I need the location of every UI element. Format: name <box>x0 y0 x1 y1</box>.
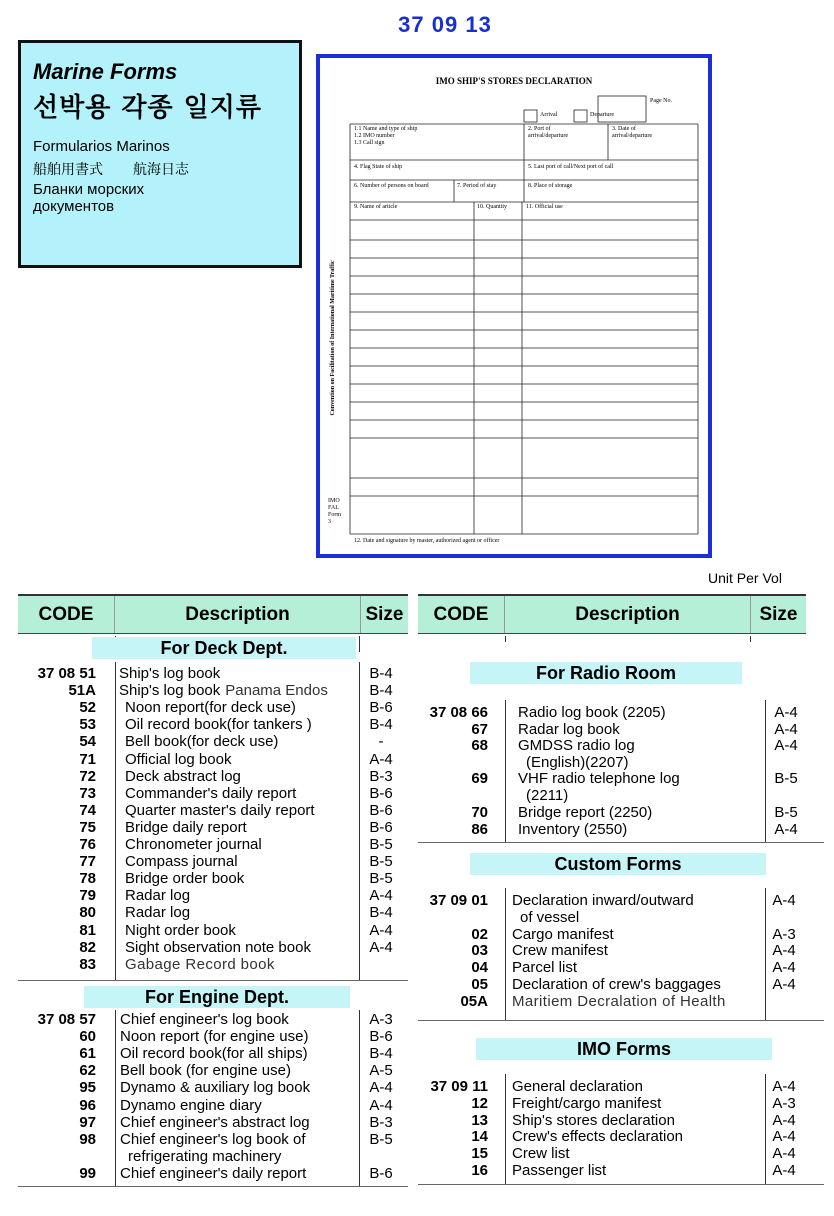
item-size: A-3 <box>772 1094 796 1112</box>
item-size: A-4 <box>772 976 796 993</box>
item-code: 79 <box>79 887 96 905</box>
item-code: 62 <box>79 1062 96 1080</box>
item-code: 37 09 11 <box>430 1078 488 1095</box>
divider <box>750 636 751 642</box>
item-code: 82 <box>79 938 96 956</box>
item-code: 05 <box>471 976 488 993</box>
item-description: VHF radio telephone log <box>518 770 680 787</box>
item-size: A-4 <box>774 820 798 838</box>
item-code: 67 <box>471 720 488 738</box>
item-description: Chronometer journal <box>125 836 262 853</box>
item-description-continued: of vessel <box>520 908 580 926</box>
item-size: B-4 <box>369 682 393 700</box>
form-field-1: 1.1 Name and type of ship 1.2 IMO number 1.3 Call sign <box>354 126 418 146</box>
item-description: Official log book <box>125 750 232 768</box>
form-field-6: 6. Number of persons on board <box>354 183 429 189</box>
item-code: 86 <box>471 820 488 838</box>
item-description: Crew list <box>512 1145 570 1163</box>
item-code: 37 09 01 <box>429 892 488 909</box>
title-russian: Бланки морских документов <box>33 181 145 215</box>
section-imo-forms: IMO Forms <box>476 1038 772 1060</box>
item-description: Ship's log book Panama Endos <box>119 682 328 700</box>
item-description-continued: refrigerating machinery <box>128 1147 282 1165</box>
section-engine-dept: For Engine Dept. <box>84 986 350 1008</box>
section-radio-room: For Radio Room <box>470 662 742 684</box>
item-description: Crew manifest <box>512 942 608 960</box>
item-description: Oil record book(for tankers ) <box>125 716 312 734</box>
item-code: 03 <box>471 942 488 960</box>
item-description: Quarter master's daily report <box>125 801 315 819</box>
item-code: 12 <box>471 1094 488 1112</box>
item-code: 96 <box>79 1096 96 1114</box>
item-description-continued: (2211) <box>526 786 569 804</box>
divider <box>505 700 506 842</box>
item-code: 05A <box>460 992 488 1010</box>
form-field-5: 5. Last port of call/Next port of call <box>528 164 614 170</box>
form-field-8: 8. Place of storage <box>528 183 573 189</box>
item-code: 70 <box>471 804 488 821</box>
item-description-continued: (English)(2207) <box>526 753 629 771</box>
item-description: Crew's effects declaration <box>512 1128 683 1146</box>
item-description: Chief engineer's log book <box>120 1011 289 1028</box>
item-description: Bridge report (2250) <box>518 804 653 821</box>
item-code: 37 08 57 <box>37 1011 96 1028</box>
header-code: CODE <box>418 596 505 633</box>
title-english: Marine Forms <box>33 59 178 84</box>
item-size: A-4 <box>369 1079 393 1097</box>
item-code: 61 <box>79 1045 96 1063</box>
item-size: B-3 <box>369 767 393 785</box>
divider <box>505 888 506 1020</box>
header-size: Size <box>361 596 408 633</box>
item-size: B-5 <box>369 870 393 888</box>
item-description: Oil record book(for all ships) <box>120 1045 308 1063</box>
item-size: B-5 <box>369 836 393 853</box>
item-code: 98 <box>79 1130 96 1148</box>
item-size: A-4 <box>772 1111 796 1129</box>
item-description: Bridge order book <box>125 870 245 888</box>
item-code: 14 <box>471 1128 488 1146</box>
item-code: 37 08 51 <box>37 665 96 682</box>
item-size: B-6 <box>369 784 393 802</box>
left-table-header <box>18 594 408 634</box>
header-description: Description <box>115 596 361 633</box>
item-size: A-4 <box>772 1145 796 1163</box>
item-size: B-5 <box>774 770 798 787</box>
item-size: A-5 <box>369 1062 393 1080</box>
divider <box>359 662 360 980</box>
form-departure: Departure <box>590 112 614 118</box>
item-code: 69 <box>471 770 488 787</box>
divider <box>18 1186 408 1187</box>
item-description: Dynamo engine diary <box>120 1096 262 1114</box>
item-code: 72 <box>79 767 96 785</box>
item-size: A-4 <box>772 1078 796 1095</box>
form-imo-tag: IMO FAL Form 3 <box>328 498 342 525</box>
item-description: Declaration inward/outward <box>512 892 694 909</box>
item-code: 13 <box>471 1111 488 1129</box>
item-description: Sight observation note book <box>125 938 311 956</box>
item-code: 73 <box>79 784 96 802</box>
item-size: A-3 <box>369 1011 393 1028</box>
item-code: 68 <box>471 737 488 754</box>
item-description: Night order book <box>125 921 236 939</box>
item-code: 97 <box>79 1113 96 1131</box>
divider <box>115 1010 116 1186</box>
header-description: Description <box>505 596 751 633</box>
item-size: A-3 <box>772 925 796 943</box>
item-code: 16 <box>471 1162 488 1179</box>
item-size: B-4 <box>369 1045 393 1063</box>
item-description: Bell book (for engine use) <box>120 1062 291 1080</box>
item-description: Chief engineer's daily report <box>120 1164 307 1182</box>
item-code: 81 <box>79 921 96 939</box>
unit-label: Unit Per Vol <box>708 570 782 586</box>
item-code: 54 <box>79 733 96 751</box>
title-korean: 선박용 각종 일지류 <box>33 93 263 123</box>
divider <box>359 1010 360 1186</box>
form-page-no: Page No. <box>650 98 672 104</box>
title-chinese-1: 船舶用書式 <box>33 162 103 178</box>
item-description: Inventory (2550) <box>518 820 628 838</box>
item-code: 02 <box>471 925 488 943</box>
item-code: 78 <box>79 870 96 888</box>
item-size: A-4 <box>369 1096 393 1114</box>
divider <box>115 662 116 980</box>
item-size: - <box>378 733 384 751</box>
item-code: 74 <box>79 801 96 819</box>
title-chinese-2: 航海日志 <box>133 162 189 178</box>
item-description: Ship's stores declaration <box>512 1111 675 1129</box>
item-description: Gabage Record book <box>125 955 275 973</box>
item-description: Noon report (for engine use) <box>120 1028 309 1046</box>
form-field-11: 11. Official use <box>526 204 563 210</box>
item-description: Commander's daily report <box>125 784 297 802</box>
divider <box>505 636 506 642</box>
item-description: Radar log <box>125 887 191 905</box>
item-code: 75 <box>79 818 96 836</box>
item-code: 04 <box>471 959 488 977</box>
item-size: A-4 <box>369 887 393 905</box>
item-size: A-4 <box>772 959 796 977</box>
item-description: Radar log book <box>518 720 620 738</box>
divider <box>359 636 360 652</box>
divider <box>18 980 408 981</box>
item-code: 95 <box>79 1079 96 1097</box>
item-description: General declaration <box>512 1078 643 1095</box>
item-description: Maritiem Decralation of Health <box>512 992 726 1010</box>
item-description: Chief engineer's log book of <box>120 1130 306 1148</box>
form-arrival: Arrival <box>540 112 558 118</box>
title-box <box>18 40 302 268</box>
item-description: Bell book(for deck use) <box>125 733 279 751</box>
item-description: Compass journal <box>125 853 238 871</box>
item-code: 37 08 66 <box>429 704 488 721</box>
item-size: A-4 <box>774 720 798 738</box>
item-code: 52 <box>79 699 96 717</box>
item-code: 60 <box>79 1028 96 1046</box>
right-table-header <box>418 594 806 634</box>
form-preview-image <box>316 54 712 558</box>
item-size: A-4 <box>369 938 393 956</box>
section-custom-forms: Custom Forms <box>470 853 766 875</box>
divider <box>418 1020 824 1021</box>
item-code: 80 <box>79 904 96 922</box>
item-description: Passenger list <box>512 1162 607 1179</box>
item-description: Deck abstract log <box>125 767 241 785</box>
item-size: A-4 <box>774 737 798 754</box>
item-code: 53 <box>79 716 96 734</box>
form-field-9: 9. Name of article <box>354 204 398 210</box>
item-code: 83 <box>79 955 96 973</box>
form-title: IMO SHIP'S STORES DECLARATION <box>435 76 593 86</box>
title-chinese <box>33 159 287 179</box>
item-description: Cargo manifest <box>512 925 614 943</box>
item-size: B-5 <box>369 1130 393 1148</box>
item-description: Declaration of crew's baggages <box>512 976 721 993</box>
item-description: Dynamo & auxiliary log book <box>120 1079 311 1097</box>
header-size: Size <box>751 596 806 633</box>
catalog-code: 37 09 13 <box>398 12 492 37</box>
item-code: 99 <box>79 1164 96 1182</box>
item-code: 51A <box>68 682 96 700</box>
divider <box>418 842 824 843</box>
item-description: Radio log book (2205) <box>518 704 666 721</box>
section-deck-dept: For Deck Dept. <box>92 637 356 659</box>
item-size: B-6 <box>369 1164 393 1182</box>
title-spanish: Formularios Marinos <box>33 138 170 155</box>
item-size: B-3 <box>369 1113 393 1131</box>
form-side-text: Convention on Facilitation of International Maritime Traffic <box>330 260 336 416</box>
item-size: A-4 <box>772 1162 796 1179</box>
item-code: 77 <box>79 853 96 871</box>
item-description: Freight/cargo manifest <box>512 1094 662 1112</box>
item-code: 76 <box>79 836 96 853</box>
item-size: B-6 <box>369 699 393 717</box>
item-size: B-4 <box>369 904 393 922</box>
item-description: Bridge daily report <box>125 818 247 836</box>
item-size: A-4 <box>772 892 796 909</box>
form-field-7: 7. Period of stay <box>457 183 497 189</box>
form-field-10: 10. Quantity <box>477 204 507 210</box>
item-size: A-4 <box>772 942 796 960</box>
item-code: 71 <box>79 750 96 768</box>
form-field-2: 2. Port of arrival/departure <box>528 126 568 139</box>
item-size: B-6 <box>369 818 393 836</box>
item-size: B-4 <box>369 716 393 734</box>
item-size: A-4 <box>369 921 393 939</box>
item-description: Chief engineer's abstract log <box>120 1113 310 1131</box>
form-field-3: 3. Date of arrival/departure <box>612 126 652 139</box>
item-description: Ship's log book <box>119 665 221 682</box>
item-size: A-4 <box>772 1128 796 1146</box>
item-description-extra: Panama Endos <box>225 682 328 700</box>
item-description: Noon report(for deck use) <box>125 699 296 717</box>
item-code: 15 <box>471 1145 488 1163</box>
item-size: B-4 <box>369 665 393 682</box>
item-size: B-5 <box>369 853 393 871</box>
item-description: GMDSS radio log <box>518 737 635 754</box>
form-field-12: 12. Date and signature by master, authorized agent or officer <box>354 538 500 544</box>
divider <box>505 1074 506 1184</box>
item-size: B-6 <box>369 801 393 819</box>
item-size: A-4 <box>369 750 393 768</box>
divider <box>418 1184 824 1185</box>
item-description: Radar log <box>125 904 191 922</box>
form-field-4: 4. Flag State of ship <box>354 164 403 170</box>
header-code: CODE <box>18 596 115 633</box>
item-size: B-6 <box>369 1028 393 1046</box>
item-size: A-4 <box>774 704 798 721</box>
item-size: B-5 <box>774 804 798 821</box>
item-description: Parcel list <box>512 959 578 977</box>
